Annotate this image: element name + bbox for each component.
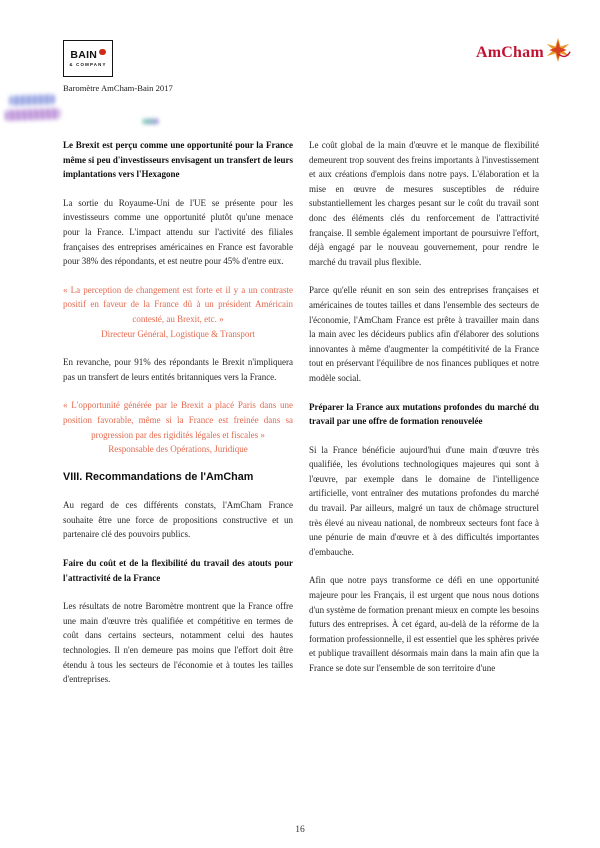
- redacted-watermark: [4, 91, 63, 131]
- pull-quote-opportunite: [63, 398, 293, 456]
- heading-brexit-opportunity: Le Brexit est perçu comme une opportunité pour la France même si peu d'investisseurs envisagent un transfert de leurs implantations vers l'Hexagone: [63, 140, 293, 180]
- paragraph: En revanche, pour 91% des répondants le Brexit n'impliquera pas un transfert de leurs entités britanniques vers la France.: [63, 357, 293, 382]
- amcham-logo: [476, 42, 571, 63]
- quote-attribution: Responsable des Opérations, Juridique: [108, 444, 248, 455]
- quote-text: « L'opportunité générée par le Brexit a placé Paris dans une position favorable, même si la France est freinée dans sa progression par des rigidités légales et fiscales »: [63, 400, 293, 440]
- bain-logo-text: BAIN: [70, 48, 98, 61]
- paragraph: La sortie du Royaume-Uni de l'UE se présente pour les investisseurs comme une opportunité plutôt qu'une menace pour la France. L'impact attendu sur l'activité des filiales françaises des entreprises américaines en France est favorable pour 38% des répondants, et est neutre pour 45% d'entre eux.: [63, 197, 293, 267]
- bain-logo-wordmark: [70, 50, 105, 61]
- left-column: [63, 138, 293, 701]
- page-content: [63, 138, 539, 701]
- paragraph: Si la France bénéficie aujourd'hui d'une main d'œuvre très qualifiée, les évolutions technologiques majeures qui sont à l'œuvre, par exemple dans le domaine de l'intelligence artificielle, vont entraîner des mutations profondes du marché du travail. Par ailleurs, malgré un taux de chômage structurel très élevé au niveau national, de nombreux secteurs font face à une pénurie de main d'œuvre et à des difficultés importantes d'embauche.: [309, 444, 539, 557]
- right-column: [309, 138, 539, 701]
- amcham-star-icon: [545, 37, 571, 63]
- ink-smudge: [142, 117, 159, 126]
- pull-quote-perception: [63, 283, 293, 341]
- bain-company-logo: [63, 40, 113, 77]
- section-heading-recommandations: VIII. Recommandations de l'AmCham: [63, 470, 254, 483]
- paragraph: Parce qu'elle réunit en son sein des entreprises françaises et américaines de toutes tailles et dans l'ensemble des secteurs de l'économie, l'AmCham France est prête à travailler main dans la main avec les décideurs publics afin d'élaborer des solutions innovantes à même d'augmenter la compétitivité de la France tout en préservant l'équilibre de nos finances publiques et notre modèle social.: [309, 285, 539, 383]
- paragraph: Le coût global de la main d'œuvre et le manque de flexibilité demeurent trop souvent des freins importants à l'investissement et aux créations d'emplois dans notre pays. L'élaboration et la mise en œuvre de mesures susceptibles de réduire substantiellement les charges pesant sur le coût du travail sont donc des éléments clés du renforcement de l'attractivité française. Il semble également important de poursuivre l'effort, déjà engagé par le nouveau gouvernement, pour rendre le marché du travail plus flexible.: [309, 140, 539, 267]
- paragraph: Afin que notre pays transforme ce défi en une opportunité majeure pour les Français, il est urgent que nous nous dotions d'un système de formation prenant mieux en compte les besoins futurs des entreprises. À cet égard, au-delà de la réforme de la formation professionnelle, il est essentiel que les sphères privée et publique travaillent désormais main dans la main afin que la France se dote sur l'ensemble de son territoire d'une: [309, 575, 539, 673]
- blur-mark-line: [9, 94, 54, 106]
- quote-text: « La perception de changement est forte et il y a un contraste positif en faveur de la France dû à un président Américain contesté, au Brexit, etc. »: [63, 284, 293, 324]
- paragraph: Les résultats de notre Baromètre montrent que la France offre une main d'œuvre très qualifiée et compétitive en termes de coût dans certains secteurs, notamment celui des hautes technologies. Il n'en demeure pas moins que l'effort doit être étendu à tous les secteurs de l'économie et à toutes les tailles d'entreprises.: [63, 601, 293, 685]
- bain-red-circle-icon: [99, 49, 106, 56]
- bain-logo-subtext: & COMPANY: [69, 62, 107, 68]
- subheading-cout-flexibilite: Faire du coût et de la flexibilité du travail des atouts pour l'attractivité de la France: [63, 557, 293, 583]
- quote-attribution: Directeur Général, Logistique & Transport: [101, 328, 255, 339]
- paragraph: Au regard de ces différents constats, l'AmCham France souhaite être une force de propositions constructive et un partenaire clé des pouvoirs publics.: [63, 500, 293, 540]
- subheading-formation: Préparer la France aux mutations profondes du marché du travail par une offre de formation renouvelée: [309, 401, 539, 427]
- page-number: 16: [295, 825, 305, 835]
- amcham-logo-text: AmCham: [476, 43, 544, 61]
- document-title: Baromètre AmCham-Bain 2017: [63, 83, 173, 93]
- blur-mark-line: [5, 108, 60, 121]
